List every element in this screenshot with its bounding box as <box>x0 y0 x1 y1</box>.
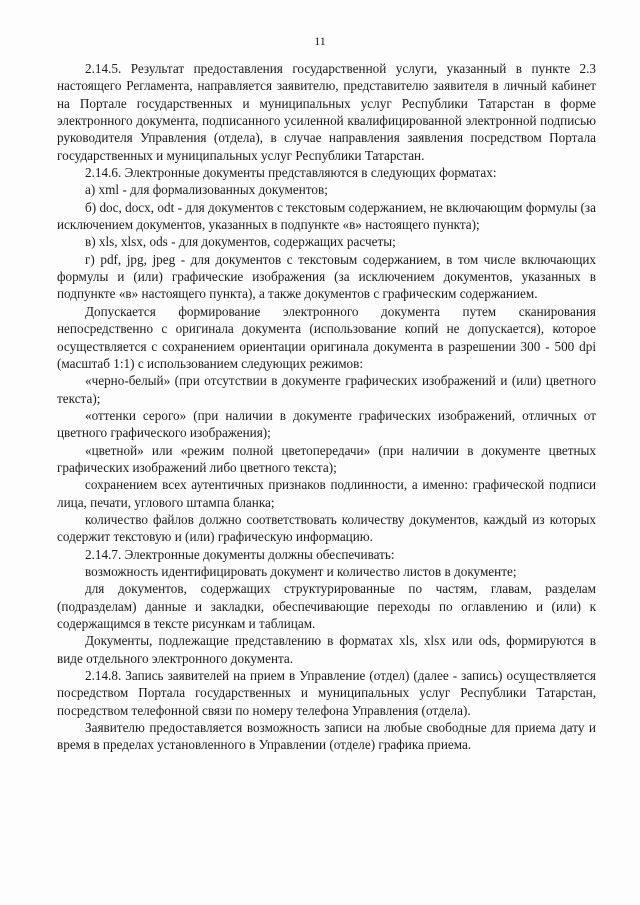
page-number: 11 <box>314 34 326 48</box>
list-item-v: в) xls, xlsx, ods - для документов, содержащих расчеты; <box>85 234 396 250</box>
mode-black-white: «черно-белый» (при отсутствии в документе графических изображений и (или) цветного текста); <box>57 373 596 406</box>
paragraph-authenticity: сохранением всех аутентичных признаков подлинности, а именно: графической подписи лица, печати, углового штампа бланка; <box>57 477 596 510</box>
mode-grayscale: «оттенки серого» (при наличии в документе графических изображений, отличных от цветного графического изображения); <box>57 407 596 441</box>
list-item-b: б) doc, docx, odt - для документов с текстовым содержанием, не включающим формулы (за исключением документов, указанных в подпункте «в» настоящего пункта); <box>57 199 596 233</box>
paragraph-scanning: Допускается формирование электронного документа путем сканирования непосредственно с оригинала документа (использование копий не допускается), которое осуществляется с сохранением ориентации оригинала документа в разрешении 300 - 500 dpi (масштаб 1:1) с использованием следующих режимов: <box>57 303 596 371</box>
document-body <box>57 60 596 754</box>
paragraph-xls-formats: Документы, подлежащие представлению в форматах xls, xlsx или ods, формируются в виде отдельного электронного документа. <box>57 633 596 666</box>
paragraph-2-14-5: 2.14.5. Результат предоставления государственной услуги, указанный в пункте 2.3 настоящего Регламента, направляется заявителю, представителю заявителя в личный кабинет на Портале государственных и муниципальных услуг Республики Татарстан в форме электронного документа, подписанного усиленной квалифицированной электронной подписью руководителя Управления (отдела), в случае направления заявления посредством Портала государственных и муниципальных услуг Республики Татарстан. <box>57 61 596 163</box>
list-item-g: г) pdf, jpg, jpeg - для документов с текстовым содержанием, в том числе включающих формулы и (или) графические изображения (за исключением документов, указанных в подпункте «в» настоящего пункта), а также документов с графическим содержанием. <box>57 251 596 302</box>
paragraph-identify: возможность идентифицировать документ и количество листов в документе; <box>85 563 517 579</box>
paragraph-2-14-8: 2.14.8. Запись заявителей на прием в Управление (отдел) (далее - запись) осуществляется посредством Портала государственных и муниципальных услуг Республики Татарстан, посредством телефонной связи по номеру телефона Управления (отдела). <box>57 668 596 718</box>
paragraph-file-count: количество файлов должно соответствовать количеству документов, каждый из которых содержит текстовую и (или) графическую информацию. <box>57 511 596 545</box>
paragraph-appointment: Заявителю предоставляется возможность записи на любые свободные для приема дату и время в пределах установленного в Управлении (отделе) графика приема. <box>57 720 596 753</box>
paragraph-structured: для документов, содержащих структурированные по частям, главам, разделам (подразделам) данные и закладки, обеспечивающие переходы по оглавлению и (или) к содержащимся в тексте рисункам и таблицам. <box>57 581 596 631</box>
mode-color: «цветной» или «режим полной цветопередачи» (при наличии в документе цветных графических изображений либо цветного текста); <box>57 442 596 475</box>
paragraph-2-14-6: 2.14.6. Электронные документы представляются в следующих форматах: <box>85 165 497 181</box>
list-item-a: а) xml - для формализованных документов; <box>85 182 328 198</box>
paragraph-2-14-7: 2.14.7. Электронные документы должны обеспечивать: <box>85 546 395 562</box>
